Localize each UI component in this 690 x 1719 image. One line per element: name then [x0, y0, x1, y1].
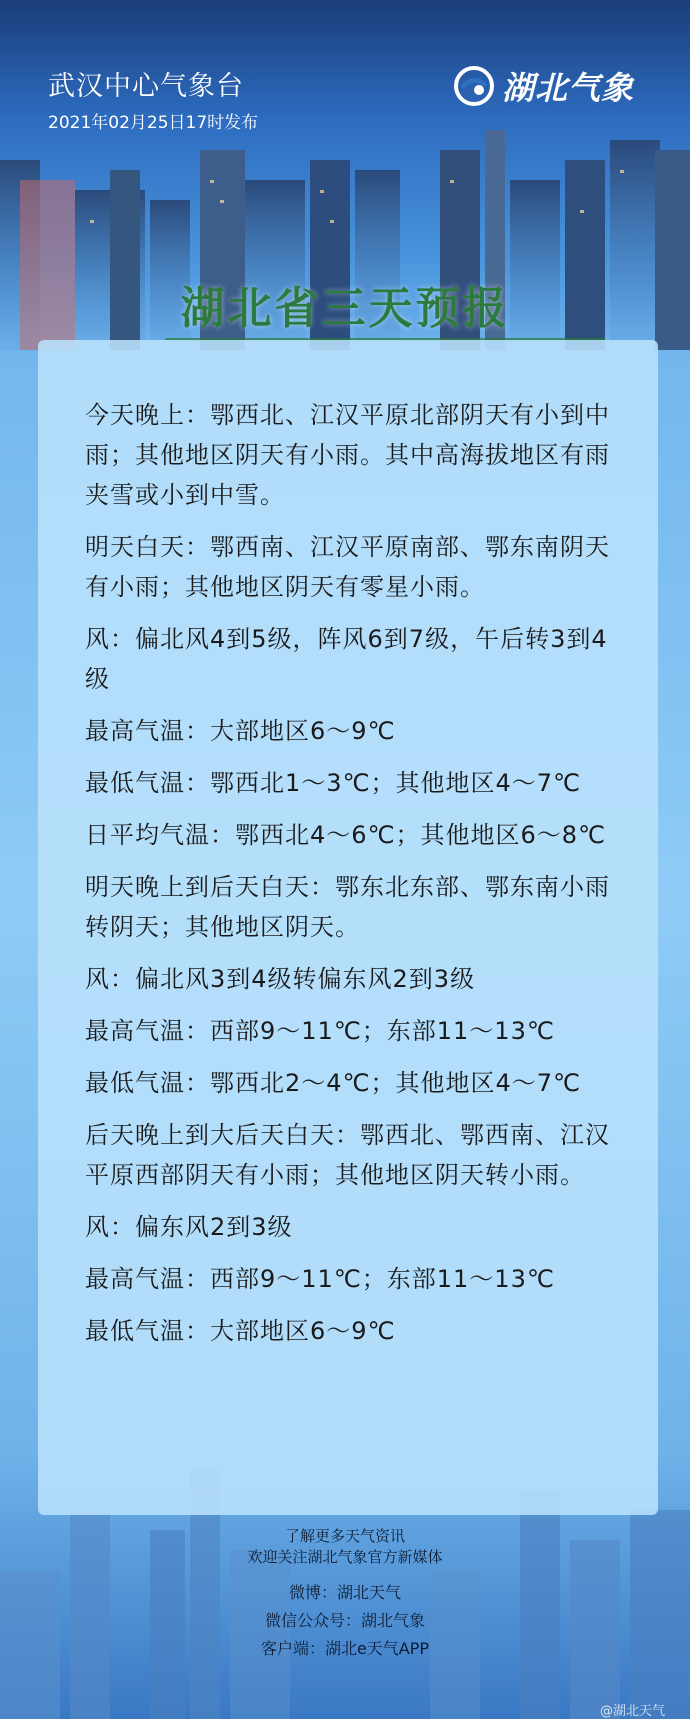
forecast-paragraph: 最低气温：大部地区6～9℃	[85, 1317, 396, 1345]
logo-text: 湖北气象	[502, 69, 635, 107]
forecast-paragraph: 最低气温：鄂西北1～3℃；其他地区4～7℃	[85, 769, 581, 797]
forecast-paragraph: 明天晚上到后天白天：鄂东北东部、鄂东南小雨转阴天；其他地区阴天。	[85, 873, 610, 941]
watermark: @湖北天气	[600, 1704, 666, 1719]
forecast-paragraph: 最高气温：大部地区6～9℃	[85, 717, 396, 745]
hubei-meteorology-logo	[452, 60, 652, 112]
footer-client: 客户端：湖北e天气APP	[260, 1639, 430, 1658]
forecast-paragraph: 后天晚上到大后天白天：鄂西北、鄂西南、江汉平原西部阴天有小雨；其他地区阴天转小雨。	[85, 1121, 610, 1189]
forecast-paragraph: 风：偏北风4到5级，阵风6到7级，午后转3到4级	[85, 625, 608, 693]
page-title: 湖北省三天预报	[180, 283, 510, 334]
forecast-paragraph: 明天白天：鄂西南、江汉平原南部、鄂东南阴天有小雨；其他地区阴天有零星小雨。	[85, 533, 610, 601]
forecast-paragraph: 最低气温：鄂西北2～4℃；其他地区4～7℃	[85, 1069, 581, 1097]
footer-info-line: 了解更多天气资讯	[284, 1527, 405, 1545]
footer-weibo: 微博：湖北天气	[288, 1583, 401, 1602]
forecast-paragraph: 最高气温：西部9～11℃；东部11～13℃	[85, 1017, 555, 1045]
forecast-paragraph: 最高气温：西部9～11℃；东部11～13℃	[85, 1265, 555, 1293]
station-name: 武汉中心气象台	[48, 71, 244, 102]
forecast-paragraph: 今天晚上：鄂西北、江汉平原北部阴天有小到中雨；其他地区阴天有小雨。其中高海拔地区有雨夹雪或小到中雪。	[85, 401, 610, 509]
footer-follow-line: 欢迎关注湖北气象官方新媒体	[247, 1548, 443, 1566]
forecast-paragraph: 风：偏北风3到4级转偏东风2到3级	[85, 965, 476, 993]
hubei-meteorology-logo-icon	[452, 64, 496, 108]
publish-time: 2021年02月25日17时发布	[48, 113, 259, 133]
forecast-paragraph: 风：偏东风2到3级	[85, 1213, 293, 1241]
forecast-paragraph: 日平均气温：鄂西北4～6℃；其他地区6～8℃	[85, 821, 606, 849]
footer-wechat: 微信公众号：湖北气象	[264, 1611, 425, 1630]
forecast-content	[85, 395, 625, 1363]
footer	[0, 1526, 690, 1661]
